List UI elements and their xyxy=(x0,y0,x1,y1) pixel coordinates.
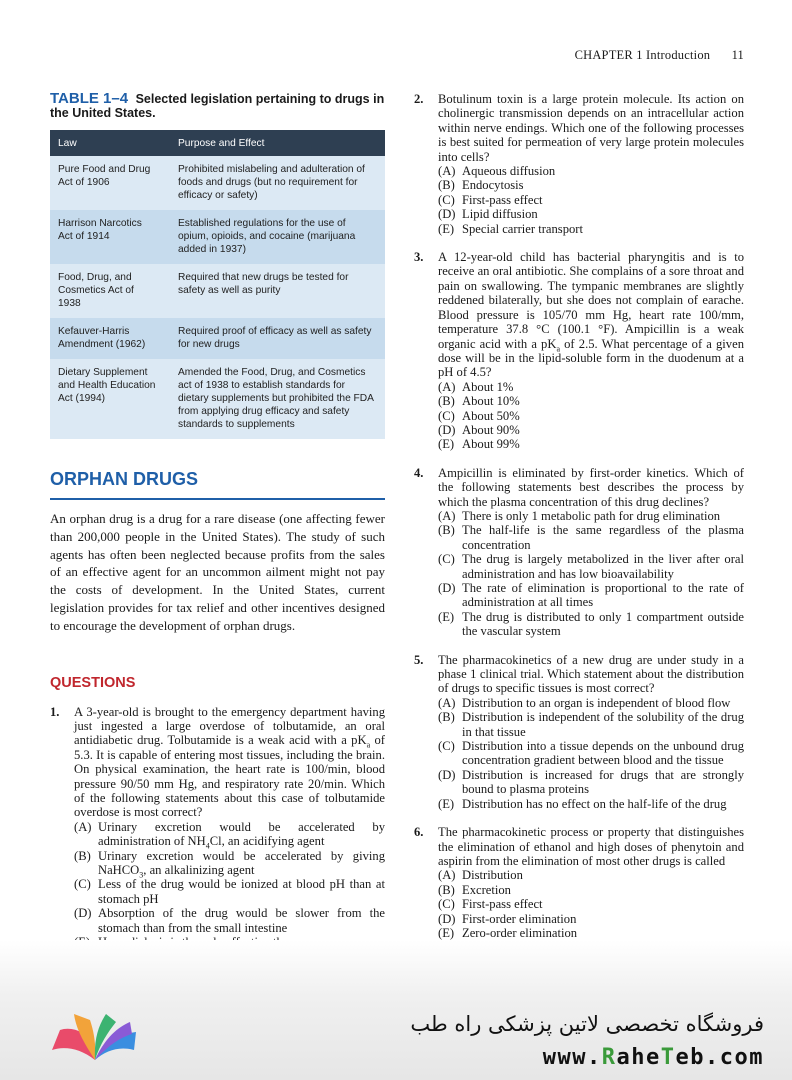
purpose-cell: Amended the Food, Drug, and Cosmetics act of 1938 to establish standards for dietary supplements but prohibited the FDA from applying drug efficacy and safety standards to supplements xyxy=(170,359,385,439)
answer-option: (B) Endocytosis xyxy=(438,178,524,193)
left-column xyxy=(50,92,385,949)
answer-option: (D) Absorption of the drug would be slower from the stomach than from the small intestine xyxy=(74,906,385,935)
orphan-drugs-paragraph: An orphan drug is a drug for a rare disease (one affecting fewer than 200,000 people in the United States). The study of such agents has often been neglected because profits from the sales of an effective agent for an uncommon ailment might not pay the costs of development. In the United States, current legislation provides for tax relief and other incentives designed to encourage the development of orphan drugs. xyxy=(50,511,385,633)
table-title: Selected legislation pertaining to drugs in the United States. xyxy=(50,92,385,120)
answer-option: (D) About 90% xyxy=(438,422,520,437)
column-header-purpose: Purpose and Effect xyxy=(170,130,385,156)
question-number: 1. xyxy=(50,704,60,719)
law-cell: Dietary Supplement and Health Education Act (1994) xyxy=(50,359,170,439)
table-number: TABLE 1–4 xyxy=(50,90,129,107)
answer-option: (D) The rate of elimination is proportional to the rate of administration at all times xyxy=(438,581,744,610)
site-url: www.RaheTeb.com xyxy=(542,1045,764,1070)
answer-option: (B) About 10% xyxy=(438,394,520,409)
answer-option: (A) Aqueous diffusion xyxy=(438,164,556,179)
law-cell: Kefauver-Harris Amendment (1962) xyxy=(50,318,170,359)
answer-option: (A) About 1% xyxy=(438,379,514,394)
chapter-section: Introduction xyxy=(646,48,711,62)
question-stem: A 12-year-old child has bacterial pharyngitis and is to receive an oral antibiotic. She complains of a sore throat and pain on swallowing. The tympanic membranes are slightly reddened bilaterally, but she does not complain of earache. Blood pressure is 105/70 mm Hg, heart rate 100/mm, temperature 37.8 °C (100.1 °F). Ampicillin is a weak organic acid with a $pK_a$ of 2.5. What percentage of a given dose will be in the lipid-soluble form in the duodenum at a pH of 4.5? xyxy=(438,250,744,380)
book-logo-icon xyxy=(50,1010,140,1065)
answer-option: (C) The drug is largely metabolized in the liver after oral administration and has low bioavailability xyxy=(438,552,744,581)
answer-option: (D) First-order elimination xyxy=(438,911,577,926)
shop-name: فروشگاه تخصصی لاتین پزشکی راه طب xyxy=(410,1012,764,1036)
question-5 xyxy=(414,653,744,811)
question-4 xyxy=(414,466,744,639)
question-stem: The pharmacokinetics of a new drug are under study in a phase 1 clinical trial. Which statement about the distribution of drugs to specific tissues is most correct? xyxy=(438,652,744,696)
table-row xyxy=(50,359,385,439)
question-stem: The pharmacokinetic process or property that distinguishes the elimination of ethanol and high doses of phenytoin and aspirin from the elimination of most other drugs is called xyxy=(438,825,744,868)
answer-option: (B) Urinary excretion would be accelerated by giving NaHCO$_3$, an alkalinizing agent xyxy=(74,848,385,880)
question-3 xyxy=(414,250,744,452)
law-cell: Food, Drug, and Cosmetics Act of 1938 xyxy=(50,264,170,318)
question-number: 2. xyxy=(414,92,424,106)
answer-option: (C) First-pass effect xyxy=(438,897,543,912)
question-stem: Botulinum toxin is a large protein molecule. Its action on cholinergic transmission depends on an intracellular action within nerve endings. Which one of the following processes is best suited for permeation of very large protein molecules into cells? xyxy=(438,92,744,164)
page-number: 11 xyxy=(731,48,744,62)
answer-option: (D) Lipid diffusion xyxy=(438,207,538,222)
answer-option: (E) Distribution has no effect on the half-life of the drug xyxy=(438,796,727,811)
answer-option: (D) Distribution is increased for drugs that are strongly bound to plasma proteins xyxy=(438,767,744,797)
law-cell: Harrison Narcotics Act of 1914 xyxy=(50,210,170,264)
table-caption xyxy=(50,92,385,120)
question-number: 4. xyxy=(414,465,424,480)
question-number: 5. xyxy=(414,652,424,667)
law-cell: Pure Food and Drug Act of 1906 xyxy=(50,156,170,210)
answer-option: (E) The drug is distributed to only 1 compartment outside the vascular system xyxy=(438,609,744,639)
question-6 xyxy=(414,825,744,940)
question-stem: Ampicillin is eliminated by first-order kinetics. Which of the following statements best describes the process by which the plasma concentration of this drug declines? xyxy=(438,465,744,509)
table-row xyxy=(50,210,385,264)
purpose-cell: Prohibited mislabeling and adulteration of foods and drugs (but no requirement for efficacy or safety) xyxy=(170,156,385,210)
answer-option: (C) Less of the drug would be ionized at blood pH than at stomach pH xyxy=(74,877,385,906)
table-row xyxy=(50,264,385,318)
purpose-cell: Required proof of efficacy as well as safety for new drugs xyxy=(170,318,385,359)
answer-option: (A) Distribution xyxy=(438,868,523,883)
purpose-cell: Established regulations for the use of opium, opioids, and cocaine (marijuana added in 1937) xyxy=(170,210,385,264)
answer-option: (C) Distribution into a tissue depends on the unbound drug concentration gradient between blood and the tissue xyxy=(438,739,744,768)
answer-option: (B) Distribution is independent of the solubility of the drug in that tissue xyxy=(438,710,744,739)
orphan-drugs-heading: ORPHAN DRUGS xyxy=(50,469,385,500)
answer-option: (A) Distribution to an organ is independent of blood flow xyxy=(438,695,731,710)
answer-option: (E) Special carrier transport xyxy=(438,221,583,236)
right-column xyxy=(414,92,744,940)
question-2 xyxy=(414,92,744,236)
question-stem: A 3-year-old is brought to the emergency department having just ingested a large overdose of tolbutamide, an oral antidiabetic drug. Tolbutamide is a weak acid with a $pK_a$ of 5.3. It is capable of entering most tissues, including the brain. On physical examination, the heart rate is 100/min, blood pressure 90/50 mm Hg, and respiratory rate 20/min. Which of the following statements about this case of tolbutamide overdose is most correct? xyxy=(74,704,385,820)
chapter-label: CHAPTER 1 xyxy=(574,48,643,62)
table-header-row xyxy=(50,130,385,156)
answer-option: (C) About 50% xyxy=(438,408,520,423)
answer-option: (C) First-pass effect xyxy=(438,192,543,207)
question-number: 3. xyxy=(414,250,424,265)
table-row xyxy=(50,318,385,359)
table-row xyxy=(50,156,385,210)
purpose-cell: Required that new drugs be tested for safety as well as purity xyxy=(170,264,385,318)
answer-option: (B) The half-life is the same regardless of the plasma concentration xyxy=(438,523,744,552)
question-1 xyxy=(50,705,385,950)
questions-heading: QUESTIONS xyxy=(50,674,136,691)
answer-option: (E) About 99% xyxy=(438,437,520,452)
legislation-table xyxy=(50,130,385,439)
answer-option: (A) Urinary excretion would be accelerated by administration of $NH_4Cl$, an acidifying agent xyxy=(74,819,385,851)
question-number: 6. xyxy=(414,825,424,840)
answer-option: (B) Excretion xyxy=(438,882,511,897)
running-header xyxy=(575,48,744,63)
column-header-law: Law xyxy=(50,130,170,156)
answer-option: (E) Zero-order elimination xyxy=(438,925,578,940)
answer-option: (A) There is only 1 metabolic path for drug elimination xyxy=(438,508,721,523)
